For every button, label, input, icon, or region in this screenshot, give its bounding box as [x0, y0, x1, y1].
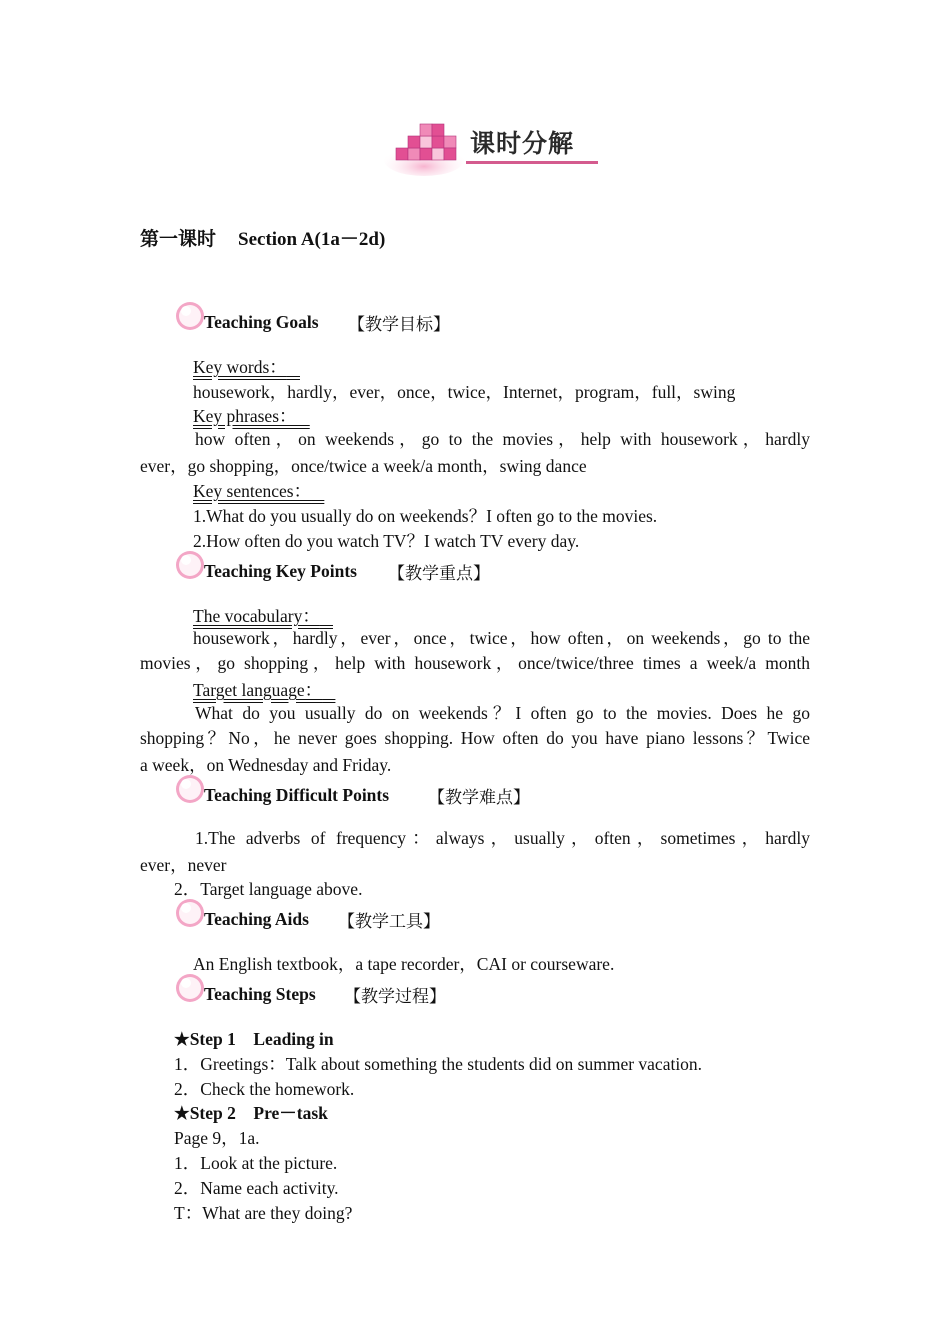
section-heading-cn: 【教学工具】 [338, 912, 440, 932]
key-words: housework，hardly，ever，once，twice，Internet，program，full，swing [193, 382, 736, 402]
step2-item2: 2．Name each activity. [174, 1178, 339, 1198]
section-heading-cn: 【教学难点】 [428, 788, 530, 808]
target-language-line1: What do you usually do on weekends？I often go to the movies. Does he go [195, 703, 810, 723]
section-heading-en: Teaching Key Points [204, 561, 357, 581]
step1-item1: 1．Greetings：Talk about something the students did on summer vacation. [174, 1054, 703, 1074]
key-sentence-1: 1.What do you usually do on weekends？I often go to the movies. [193, 506, 658, 526]
key-sentence-2: 2.How often do you watch TV？I watch TV every day. [193, 531, 580, 551]
difficult-line2: ever，never [140, 855, 227, 875]
target-language-line3: a week，on Wednesday and Friday. [140, 755, 392, 775]
pink-bubble-icon [174, 773, 206, 805]
key-sentences-label: Key sentences： [193, 481, 312, 501]
pink-bubble-icon [174, 300, 206, 332]
section-logo [384, 116, 600, 176]
section-heading-en: Teaching Steps [204, 984, 316, 1004]
section-heading-cn: 【教学重点】 [388, 564, 490, 584]
key-phrases-label: Key phrases： [193, 406, 297, 426]
lesson-title-cn: 第一课时 [140, 229, 217, 250]
aids-text: An English textbook，a tape recorder，CAI or courseware. [193, 954, 615, 974]
logo-text: 课时分解 [470, 129, 575, 158]
step2-teacher-line: T：What are they doing? [174, 1203, 353, 1223]
difficult-line1: 1.The adverbs of frequency：always，usually，often，sometimes，hardly [195, 828, 810, 848]
pink-bubble-icon [174, 972, 206, 1004]
step2-item1: 1．Look at the picture. [174, 1153, 338, 1173]
target-language-label: Target language： [193, 680, 323, 700]
key-phrases-line1: how often，on weekends，go to the movies，help with housework，hardly [195, 429, 810, 449]
section-teaching-difficult-points [174, 773, 594, 808]
step1-item2: 2．Check the homework. [174, 1079, 355, 1099]
step2-ref: Page 9，1a. [174, 1128, 260, 1148]
section-teaching-aids [174, 897, 594, 932]
difficult-line3: 2．Target language above. [174, 879, 363, 899]
pink-bubble-icon [174, 897, 206, 929]
section-heading-en: Teaching Difficult Points [204, 785, 390, 805]
section-heading-cn: 【教学目标】 [348, 315, 450, 335]
cube-blocks-icon [384, 116, 468, 176]
vocabulary-line1: housework，hardly，ever，once，twice，how often，on weekends，go to the [193, 628, 810, 648]
pink-bubble-icon [174, 549, 206, 581]
vocabulary-label: The vocabulary： [193, 606, 320, 626]
section-teaching-goals [174, 300, 594, 335]
lesson-title [140, 224, 385, 251]
key-phrases-line2: ever，go shopping，once/twice a week/a month，swing dance [140, 456, 587, 476]
target-language-line2: shopping？No，he never goes shopping. How often do you have piano lessons？Twice [140, 728, 810, 748]
vocabulary-line2: movies，go shopping，help with housework，once/twice/three times a week/a month [140, 653, 810, 673]
lesson-title-en: Section A(1a－2d) [238, 229, 386, 250]
logo-underline [466, 161, 598, 164]
section-heading-cn: 【教学过程】 [344, 987, 446, 1007]
section-teaching-key-points [174, 549, 594, 584]
section-heading-en: Teaching Goals [204, 312, 319, 332]
section-teaching-steps [174, 972, 594, 1007]
step2-title: ★Step 2 Pre－task [174, 1103, 328, 1123]
step1-title: ★Step 1 Leading in [174, 1029, 334, 1049]
key-words-label: Key words： [193, 357, 287, 377]
section-heading-en: Teaching Aids [204, 909, 309, 929]
